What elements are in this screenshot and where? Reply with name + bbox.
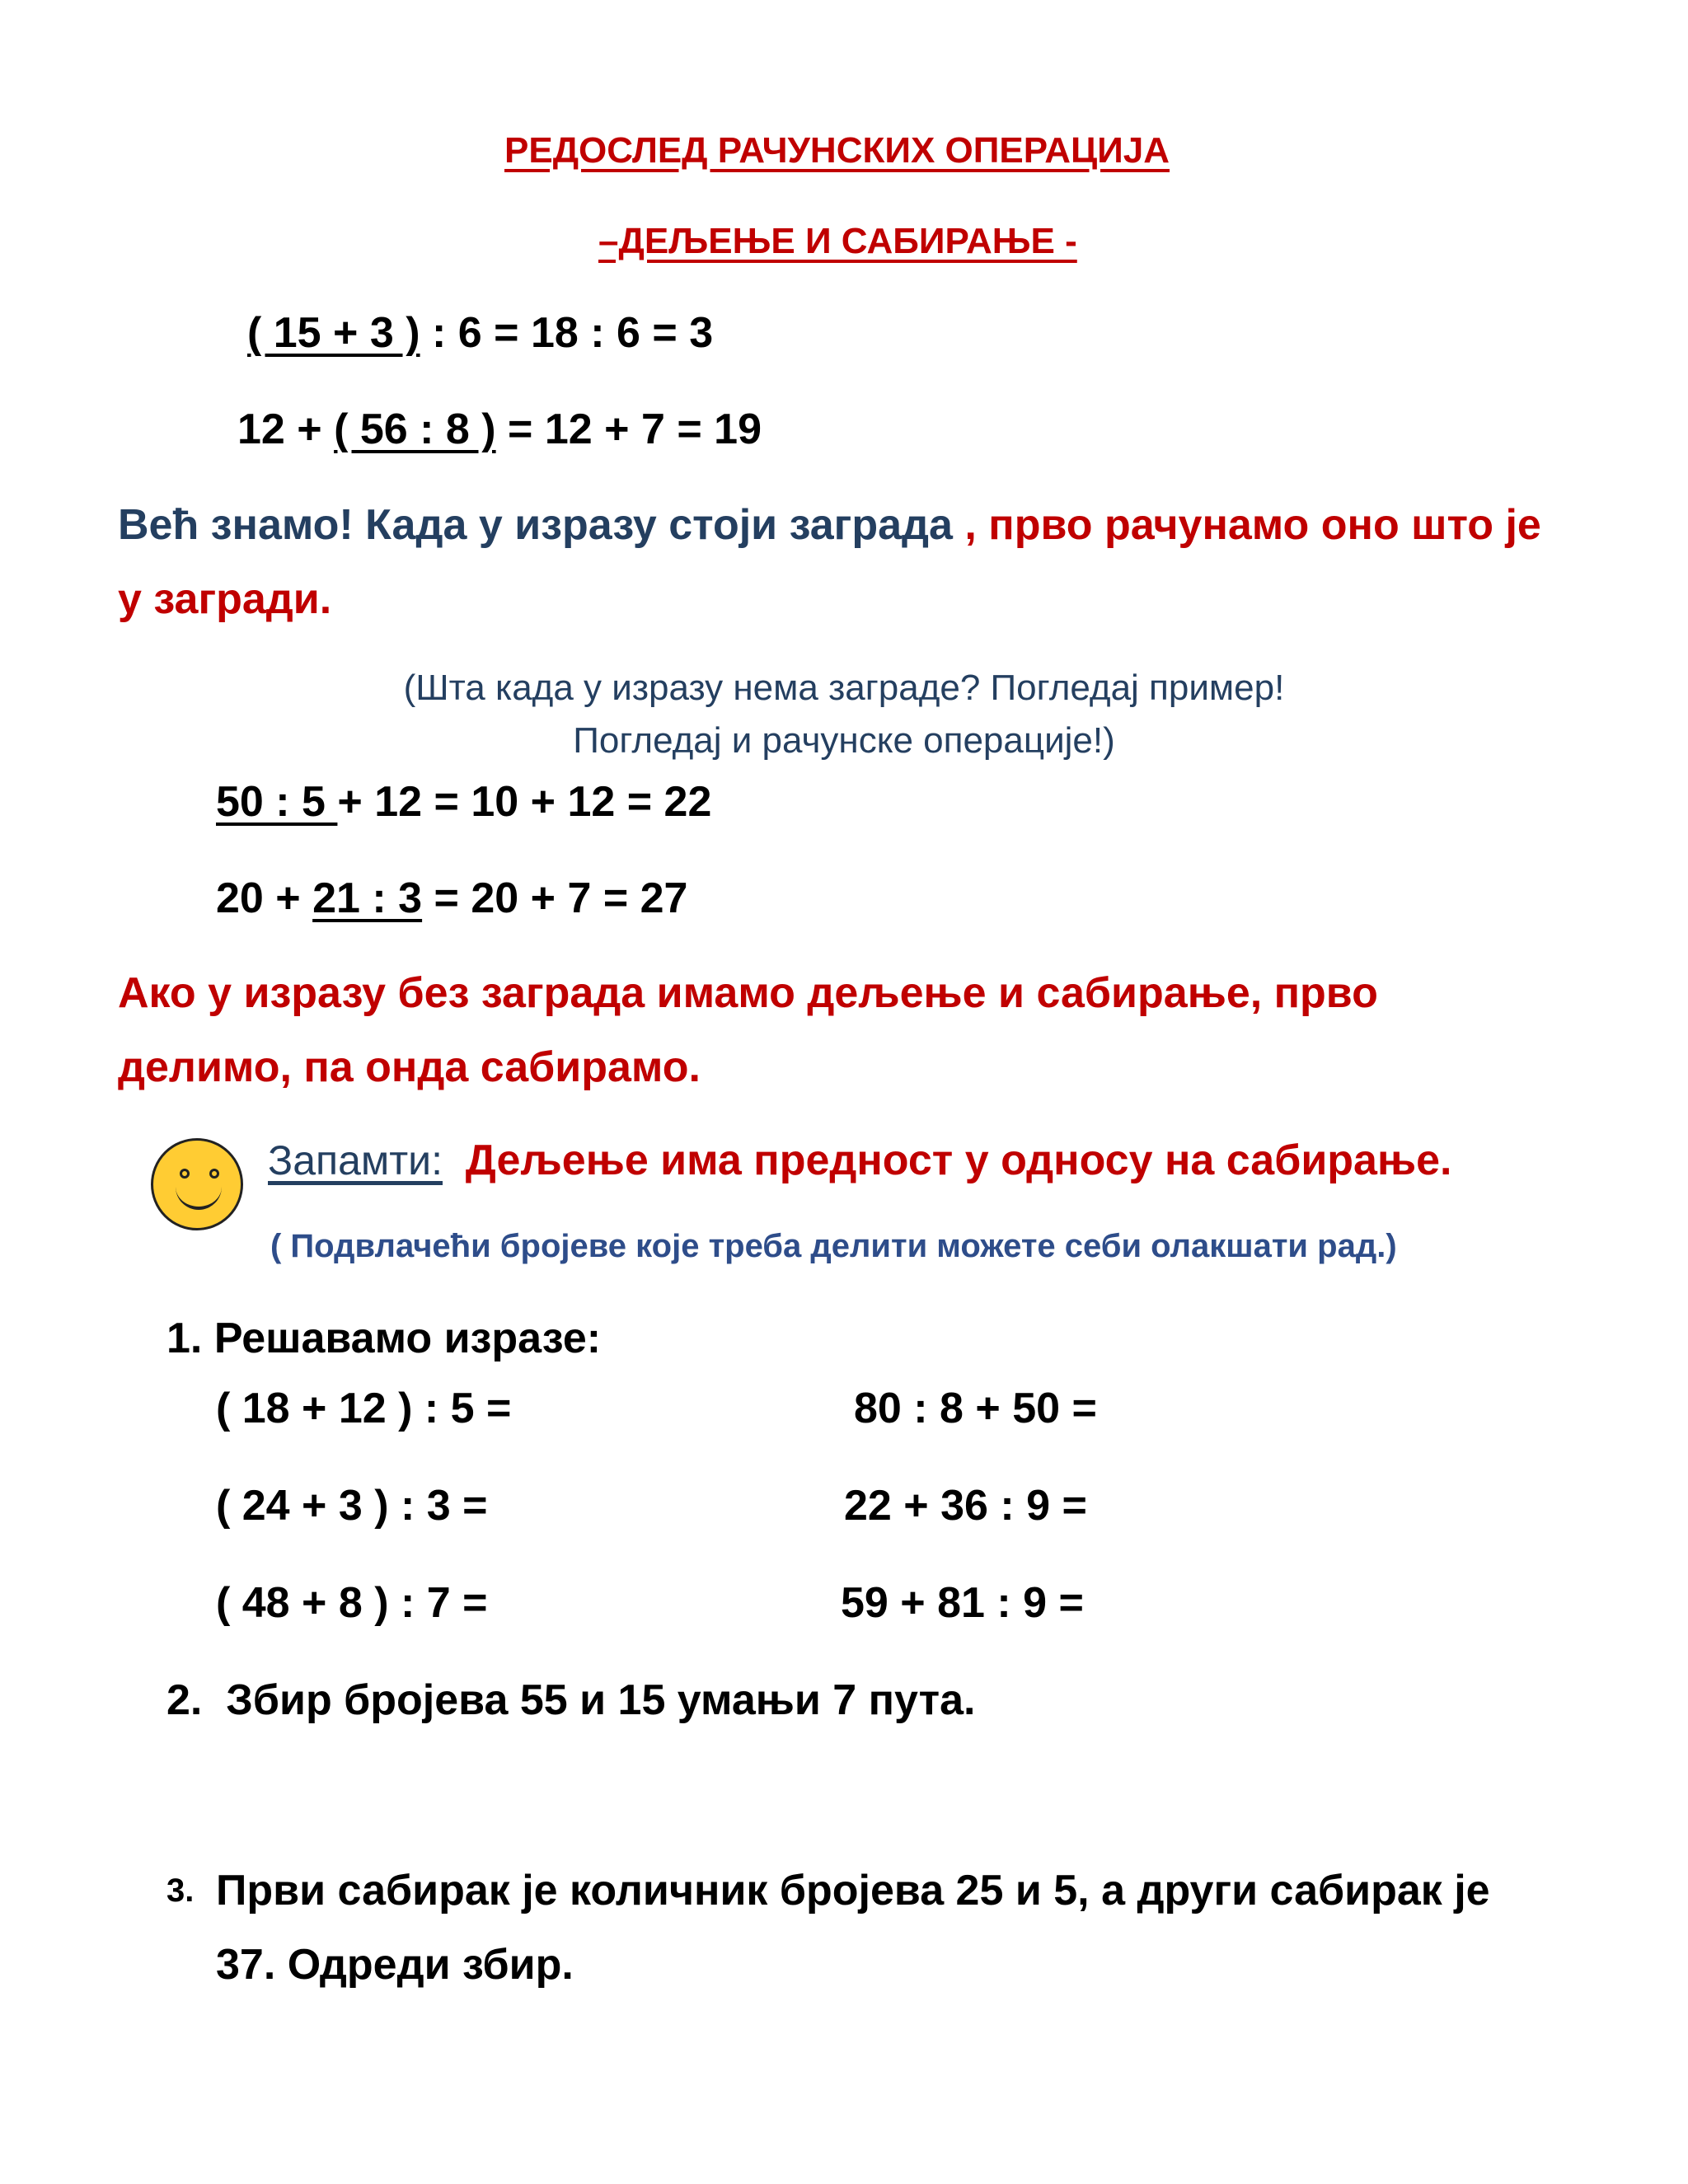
task-1-right-2: 22 + 36 : 9 = bbox=[844, 1482, 1087, 1530]
remember-text: Дељење има предност у односу на сабирање. bbox=[465, 1137, 1452, 1184]
note-line-1: (Шта када у изразу нема заграде? Погледај пример! bbox=[403, 668, 1285, 708]
task-1-left-2: ( 24 + 3 ) : 3 = bbox=[216, 1482, 488, 1530]
task-1-left-3: ( 48 + 8 ) : 7 = bbox=[216, 1579, 488, 1627]
rule-1-line-2: у загради. bbox=[118, 575, 332, 623]
smiley-eye-right bbox=[209, 1169, 219, 1179]
underlined-part: ( 15 + 3 ) bbox=[247, 309, 420, 357]
task-1-right-3: 59 + 81 : 9 = bbox=[841, 1579, 1084, 1627]
task-2 bbox=[166, 1675, 975, 1725]
rule-1-line-1 bbox=[118, 488, 1541, 562]
underlined-part: 50 : 5 bbox=[216, 778, 338, 826]
task-1-right-1: 80 : 8 + 50 = bbox=[854, 1385, 1097, 1432]
rule-2-line-2: делимо, па онда сабирамо. bbox=[118, 1043, 701, 1091]
task-3-line-1: Први сабирак је количник бројева 25 и 5, а други сабирак је bbox=[216, 1867, 1490, 1915]
remember-hint: ( Подвлачећи бројеве које треба делити можете себи олакшати рад.) bbox=[270, 1228, 1397, 1264]
note-line-2: Погледај и рачунске операције!) bbox=[573, 720, 1115, 761]
rule-2-line-1: Ако у изразу без заграда имамо дељење и сабирање, прво bbox=[118, 969, 1378, 1017]
smiley-mouth bbox=[176, 1187, 222, 1210]
task-2-number: 2. bbox=[166, 1676, 203, 1724]
task-1-title: Решавамо изразе: bbox=[213, 1315, 602, 1362]
task-1-heading bbox=[166, 1314, 601, 1363]
example-rest: + 12 = 10 + 12 = 22 bbox=[337, 778, 712, 826]
example-bracket-2 bbox=[237, 405, 762, 454]
example-rest: : 6 = 18 : 6 = 3 bbox=[420, 309, 714, 357]
rule-1-red: , прво рачунамо оно што је bbox=[964, 501, 1541, 549]
task-3-line-2: 37. Одреди збир. bbox=[216, 1941, 574, 1989]
smiley-eye-left bbox=[180, 1169, 190, 1179]
example-no-bracket-2 bbox=[216, 874, 687, 923]
underlined-part: ( 56 : 8 ) bbox=[334, 405, 496, 453]
example-no-bracket-1 bbox=[216, 777, 711, 827]
remember-label: Запамти: bbox=[268, 1137, 443, 1183]
task-1-number: 1. bbox=[166, 1315, 203, 1362]
title-line-1: РЕДОСЛЕД РАЧУНСКИХ ОПЕРАЦИЈА bbox=[504, 130, 1170, 171]
underlined-part: 21 : 3 bbox=[312, 874, 423, 922]
task-1-left-1: ( 18 + 12 ) : 5 = bbox=[216, 1385, 512, 1432]
example-prefix: 12 + bbox=[237, 405, 335, 453]
example-bracket-1 bbox=[247, 308, 713, 358]
example-rest: = 12 + 7 = 19 bbox=[495, 405, 762, 453]
smiley-icon bbox=[151, 1138, 243, 1230]
task-2-text: Збир бројева 55 и 15 умањи 7 пута. bbox=[226, 1676, 976, 1724]
remember-line bbox=[268, 1136, 1451, 1185]
title-line-2: –ДЕЉЕЊЕ И САБИРАЊЕ - bbox=[598, 221, 1077, 261]
rule-1-dark: Већ знамо! Када у изразу стоји заграда bbox=[118, 501, 965, 549]
task-3-number: 3. bbox=[166, 1872, 195, 1909]
example-rest: = 20 + 7 = 27 bbox=[422, 874, 688, 922]
example-prefix: 20 + bbox=[216, 874, 313, 922]
